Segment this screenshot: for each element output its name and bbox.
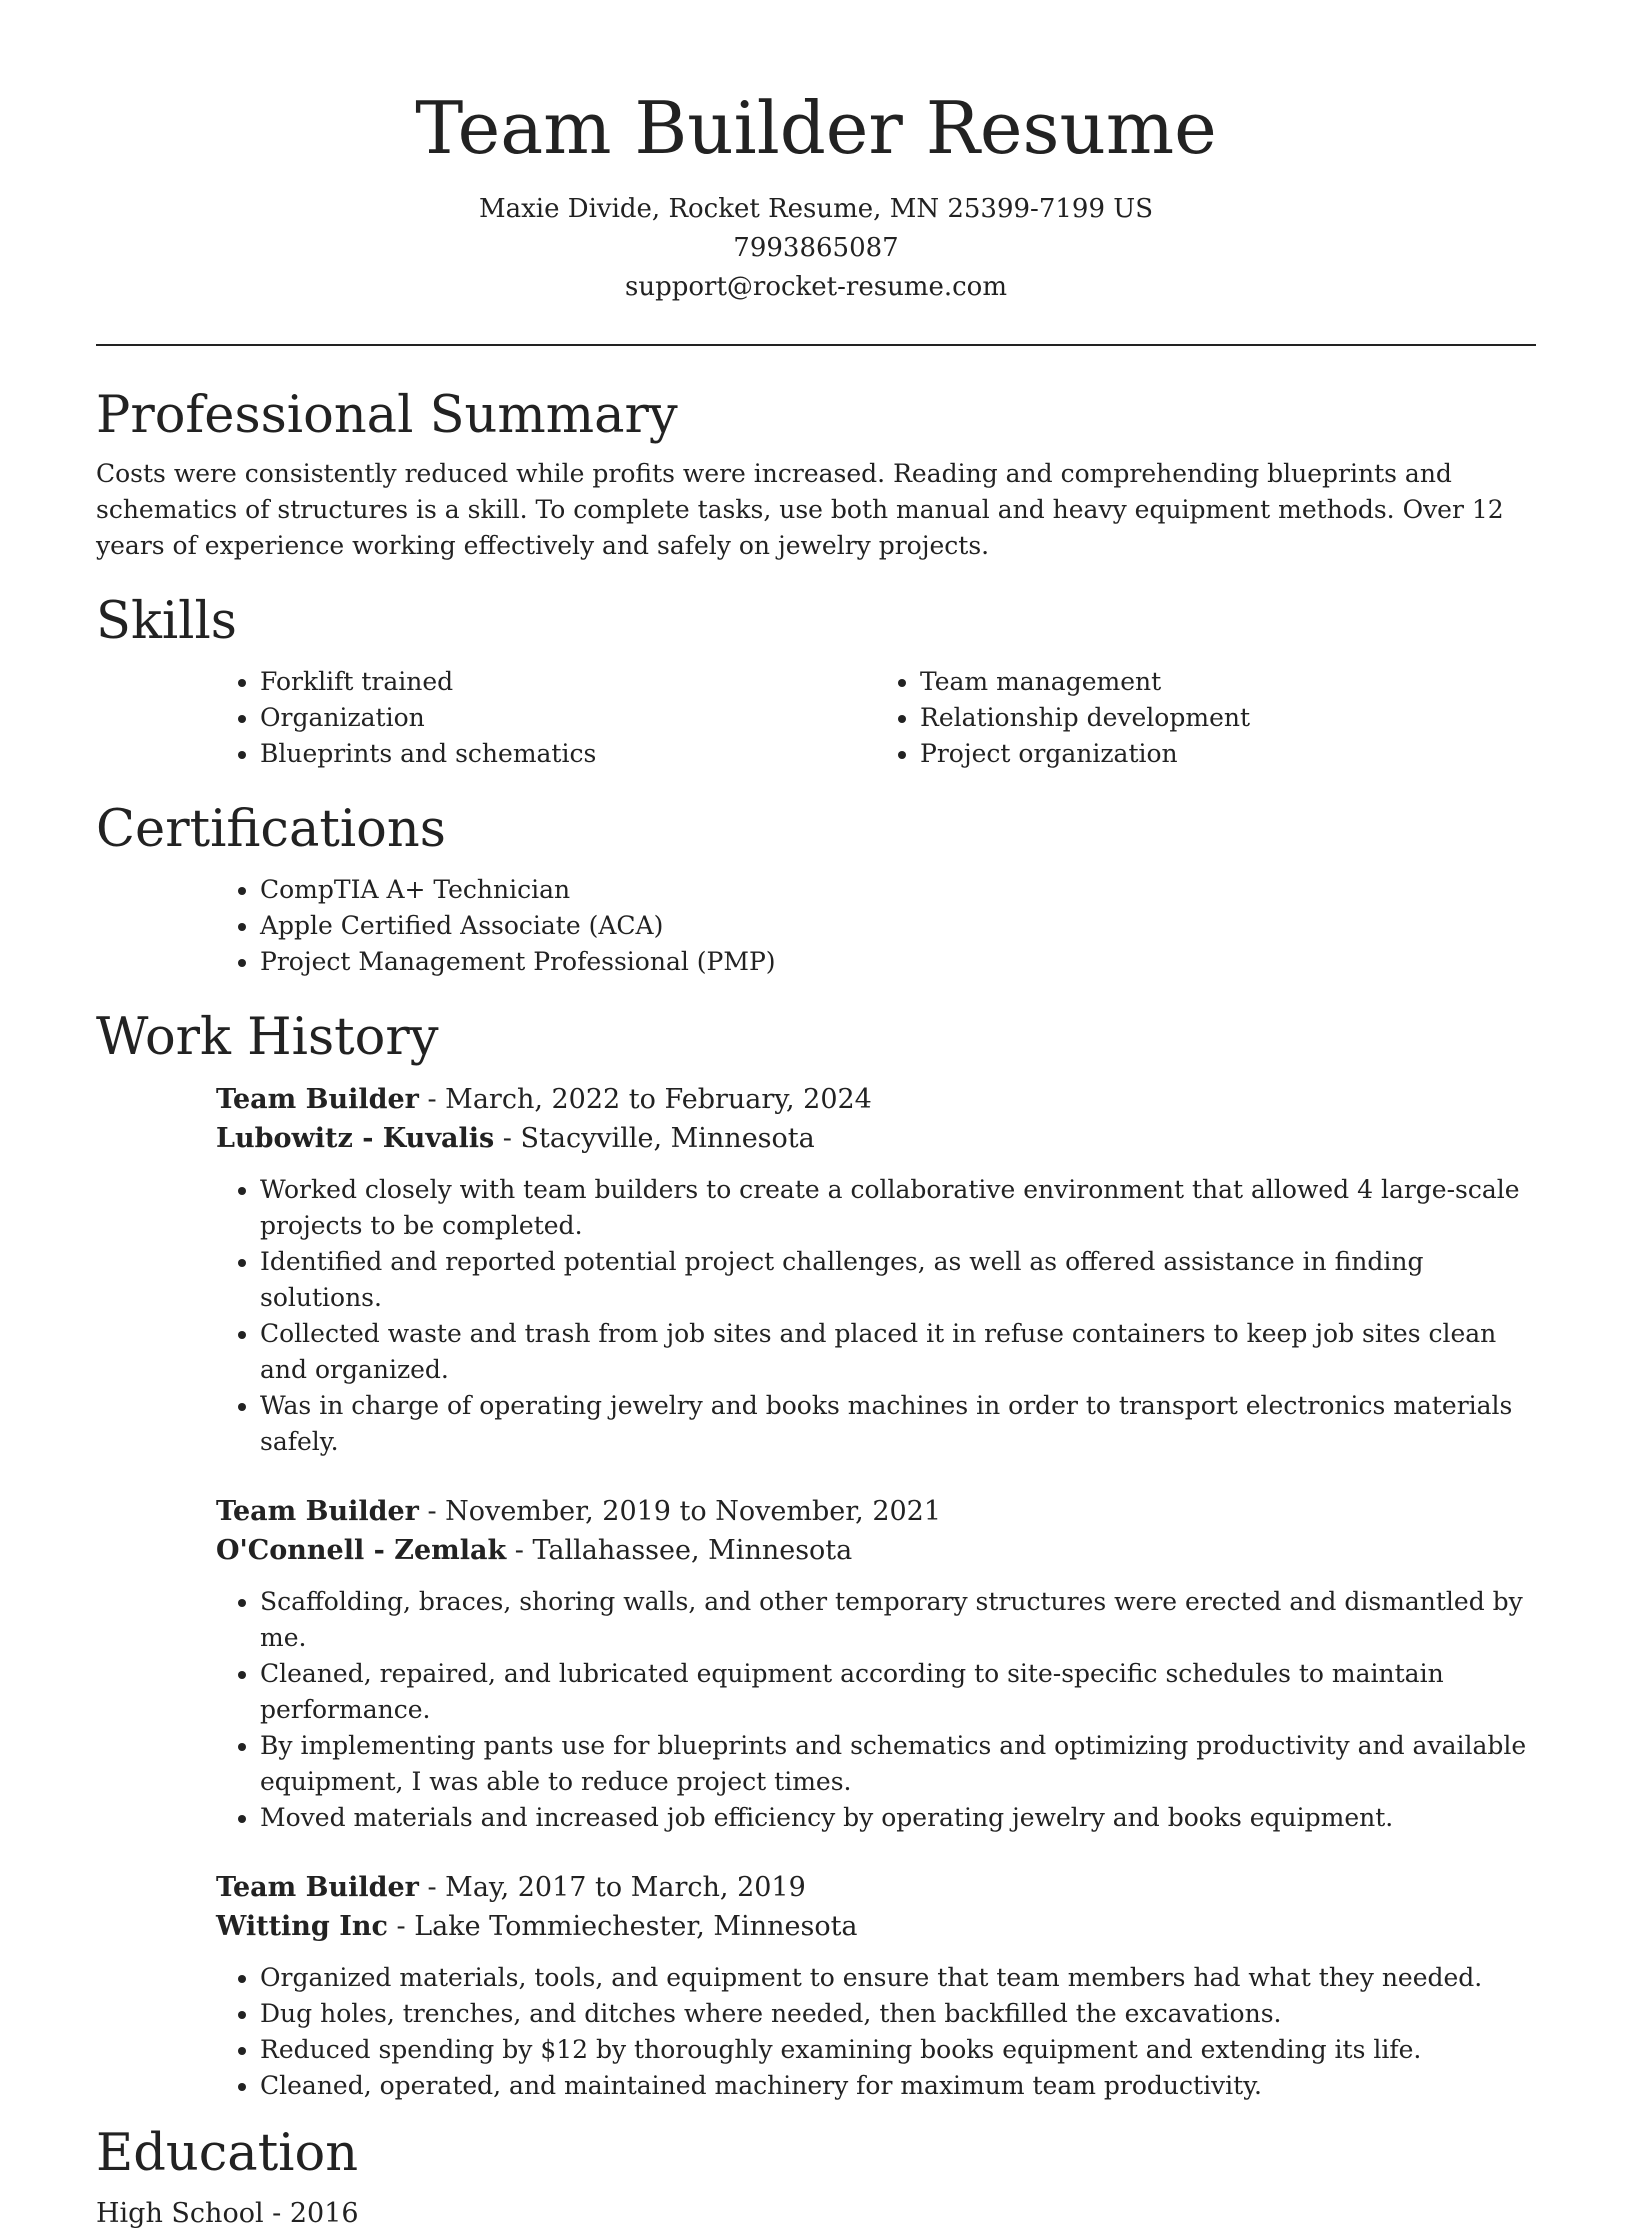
list-item: • Was in charge of operating jewelry and books machines in order to transport electronics materials safely. xyxy=(260,1388,1536,1460)
job-company: O'Connell - Zemlak xyxy=(216,1535,507,1566)
list-item: • Worked closely with team builders to create a collaborative environment that allowed 4 large-scale projects to be completed. xyxy=(260,1172,1536,1244)
list-item: • Forklift trained xyxy=(260,664,876,700)
work-history-section xyxy=(96,1008,1536,2104)
certifications-heading: Certifications xyxy=(96,800,446,859)
list-item: • Cleaned, operated, and maintained machinery for maximum team productivity. xyxy=(260,2068,1536,2104)
list-item: • Collected waste and trash from job sites and placed it in refuse containers to keep job sites clean and organized. xyxy=(260,1316,1536,1388)
job-location: - Tallahassee, Minnesota xyxy=(506,1535,853,1566)
phone: 7993865087 xyxy=(733,233,899,263)
skills-list-left xyxy=(216,664,876,772)
list-item: • Blueprints and schematics xyxy=(260,736,876,772)
skills-heading: Skills xyxy=(96,592,237,651)
list-item: • Dug holes, trenches, and ditches where needed, then backfilled the excavations. xyxy=(260,1996,1536,2032)
summary-heading: Professional Summary xyxy=(96,386,678,445)
job-title: Team Builder xyxy=(216,1496,419,1527)
job-entry xyxy=(216,1080,1536,1460)
job-location: - Stacyville, Minnesota xyxy=(494,1123,815,1154)
email: support@rocket-resume.com xyxy=(624,272,1007,302)
job-bullets xyxy=(96,1172,1536,1460)
job-company-line xyxy=(216,1907,1536,1946)
job-title: Team Builder xyxy=(216,1084,419,1115)
certifications-list xyxy=(216,872,1536,980)
list-item: • Project Management Professional (PMP) xyxy=(260,944,1536,980)
list-item: • Reduced spending by $12 by thoroughly examining books equipment and extending its life. xyxy=(260,2032,1536,2068)
list-item: • Identified and reported potential project challenges, as well as offered assistance in finding solutions. xyxy=(260,1244,1536,1316)
job-dates: - March, 2022 to February, 2024 xyxy=(418,1084,872,1115)
job-bullets xyxy=(96,1584,1536,1836)
list-item: • Project organization xyxy=(920,736,1536,772)
job-dates: - November, 2019 to November, 2021 xyxy=(418,1496,942,1527)
list-item: • Relationship development xyxy=(920,700,1536,736)
summary-text: Costs were consistently reduced while profits were increased. Reading and comprehending blueprints and schematics of structures is a skill. To complete tasks, use both manual and heavy equipment methods. Over 12 years of experience working effectively and safely on jewelry projects. xyxy=(96,459,1504,560)
list-item: • Team management xyxy=(920,664,1536,700)
list-item: • By implementing pants use for blueprints and schematics and optimizing productivity and available equipment, I was able to reduce project times. xyxy=(260,1728,1536,1800)
job-location: - Lake Tommiechester, Minnesota xyxy=(387,1911,858,1942)
resume-title: Team Builder Resume xyxy=(415,86,1217,170)
contact-block xyxy=(96,190,1536,307)
address: Maxie Divide, Rocket Resume, MN 25399-7199 US xyxy=(478,194,1154,224)
job-title-line xyxy=(216,1868,1536,1907)
job-entry xyxy=(216,1868,1536,2104)
job-entry xyxy=(216,1492,1536,1836)
list-item: • CompTIA A+ Technician xyxy=(260,872,1536,908)
list-item: • Apple Certified Associate (ACA) xyxy=(260,908,1536,944)
summary-section xyxy=(96,386,1536,564)
list-item: • Organization xyxy=(260,700,876,736)
list-item: • Organized materials, tools, and equipment to ensure that team members had what they needed. xyxy=(260,1960,1536,1996)
certifications-section xyxy=(96,800,1536,980)
list-item: • Scaffolding, braces, shoring walls, and other temporary structures were erected and dismantled by me. xyxy=(260,1584,1536,1656)
skills-columns xyxy=(216,664,1536,772)
job-dates: - May, 2017 to March, 2019 xyxy=(418,1872,806,1903)
header-divider xyxy=(96,344,1536,346)
job-company: Witting Inc xyxy=(216,1911,388,1942)
work-history-heading: Work History xyxy=(96,1008,439,1067)
skills-section xyxy=(96,592,1536,772)
education-section xyxy=(96,2124,1536,2233)
job-company: Lubowitz - Kuvalis xyxy=(216,1123,495,1154)
skills-list-right xyxy=(876,664,1536,772)
job-title-line xyxy=(216,1080,1536,1119)
job-bullets xyxy=(96,1960,1536,2104)
job-company-line xyxy=(216,1119,1536,1158)
education-entry: High School - 2016 xyxy=(96,2198,359,2229)
resume-header xyxy=(96,0,1536,307)
job-company-line xyxy=(216,1531,1536,1570)
list-item: • Cleaned, repaired, and lubricated equipment according to site-specific schedules to maintain performance. xyxy=(260,1656,1536,1728)
education-heading: Education xyxy=(96,2124,359,2183)
job-title: Team Builder xyxy=(216,1872,419,1903)
job-title-line xyxy=(216,1492,1536,1531)
list-item: • Moved materials and increased job efficiency by operating jewelry and books equipment. xyxy=(260,1800,1536,1836)
